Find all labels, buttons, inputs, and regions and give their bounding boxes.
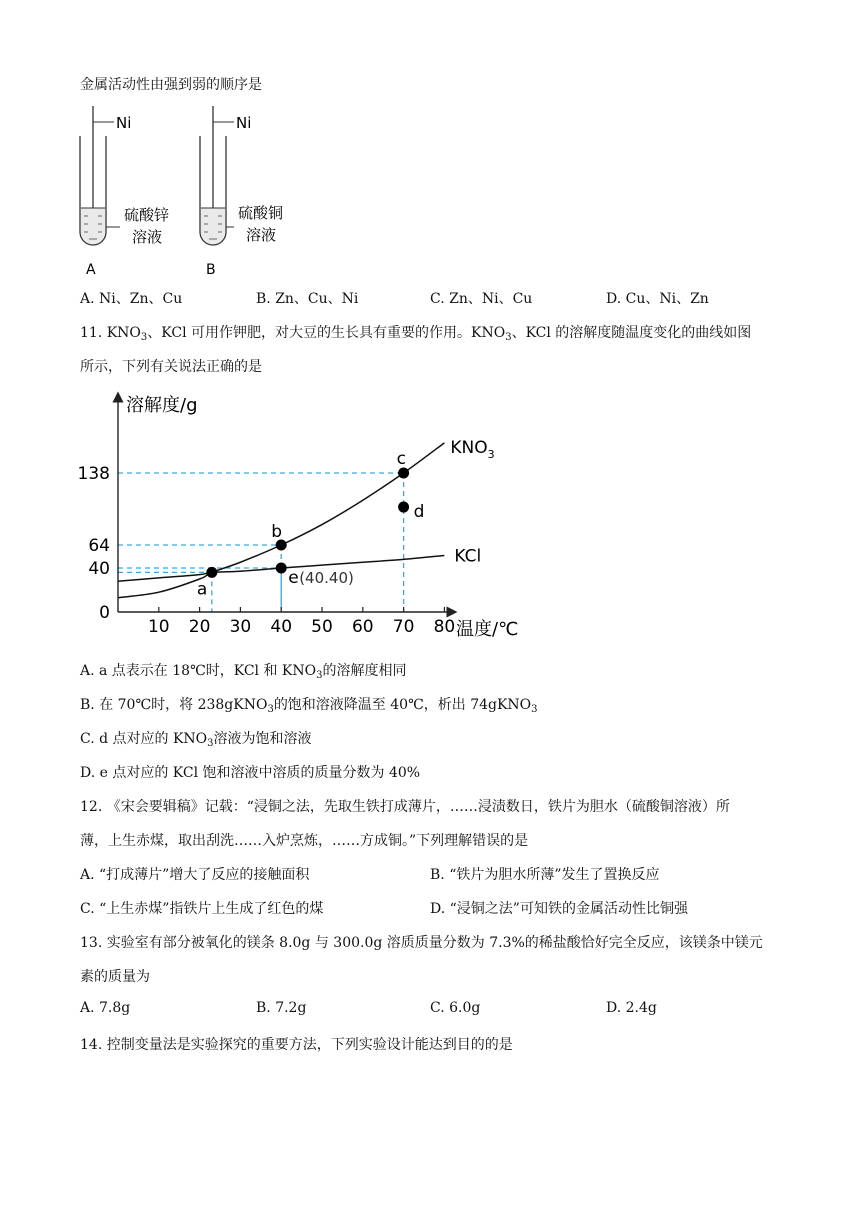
x-tick-label-60: 60 (351, 617, 374, 637)
x-axis-label: 温度/℃ (456, 619, 519, 640)
point-label-a: a (196, 579, 208, 600)
question-stem: 金属活动性由强到弱的顺序是 (80, 77, 262, 93)
point-label-d: d (413, 502, 425, 523)
y-tick-label-64: 64 (88, 536, 110, 556)
solution-label-b2: 溶液 (246, 226, 277, 244)
point-e (276, 563, 287, 574)
q13-option-a[interactable]: A. 7.8g (80, 1000, 131, 1016)
test-tube-diagram (74, 104, 334, 284)
x-tick-label-20: 20 (188, 617, 211, 637)
tube-label-a: A (86, 262, 96, 278)
tube-label-b: B (206, 262, 216, 278)
x-tick-label-10: 10 (147, 617, 170, 637)
point-c (398, 468, 409, 479)
x-tick-label-70: 70 (392, 617, 415, 637)
point-d (398, 502, 409, 513)
point-label-e: e (288, 568, 299, 588)
q13-option-d[interactable]: D. 2.4g (606, 1000, 657, 1016)
option-a[interactable]: A. Ni、Zn、Cu (80, 291, 183, 307)
series-label-kcl: KCl (454, 546, 482, 567)
point-label-b: b (271, 522, 282, 542)
solution-label-a2: 溶液 (132, 228, 163, 246)
q13-option-c[interactable]: C. 6.0g (430, 1000, 481, 1016)
solubility-chart (60, 385, 520, 645)
q11-stem-line1: 11. $KNO_3$、KCl 可用作钾肥，对大豆的生长具有重要的作用。$KNO_3$、KCl 的溶解度随温度变化的曲线如图 (80, 325, 752, 343)
q12-stem-line2: 薄，上生赤煤，取出刮洗……入炉烹炼，……方成铜。”下列理解错误的是 (80, 833, 529, 849)
q11-option-c[interactable]: C. d 点对应的 $KNO_3$溶液为饱和溶液 (80, 731, 312, 749)
metal-label-b: Ni (236, 114, 252, 132)
option-c[interactable]: C. Zn、Ni、Cu (430, 291, 533, 307)
y-tick-label-138: 138 (77, 464, 110, 484)
q11-stem-line2: 所示，下列有关说法正确的是 (80, 359, 262, 375)
q13-option-b[interactable]: B. 7.2g (256, 1000, 307, 1016)
test-tube-b (200, 106, 283, 278)
q13-stem-line1: 13. 实验室有部分被氧化的镁条 8.0g 与 300.0g 溶质质量分数为 7.3%的稀盐酸恰好完全反应，该镁条中镁元 (80, 935, 763, 951)
q12-option-a[interactable]: A. “打成薄片”增大了反应的接触面积 (80, 867, 310, 883)
y-tick-label-40: 40 (88, 559, 110, 579)
x-tick-label-40: 40 (270, 617, 293, 637)
option-b[interactable]: B. Zn、Cu、Ni (256, 291, 359, 307)
metal-label-a: Ni (116, 114, 132, 132)
series-label-kno3: $KNO_3$ (450, 437, 495, 461)
point-a (206, 567, 217, 578)
q12-option-b[interactable]: B. “铁片为胆水所薄”发生了置换反应 (430, 867, 660, 883)
q11-option-b[interactable]: B. 在 70℃时，将 238gKNO$_3$的饱和溶液降温至 40℃，析出 74gKNO$_3$ (80, 697, 538, 715)
x-tick-label-80: 80 (433, 617, 456, 637)
solution-label-a1: 硫酸锌 (124, 206, 170, 224)
q12-option-c[interactable]: C. “上生赤煤”指铁片上生成了红色的煤 (80, 901, 324, 917)
y-axis-label: 溶解度/g (126, 395, 198, 416)
option-d[interactable]: D. Cu、Ni、Zn (606, 291, 709, 307)
q11-option-a[interactable]: A. a 点表示在 18℃时，KCl 和 $KNO_3$的溶解度相同 (80, 663, 407, 681)
q11-option-d[interactable]: D. e 点对应的 KCl 饱和溶液中溶质的质量分数为 40% (80, 765, 421, 781)
test-tube-a (80, 106, 169, 278)
y-tick-label-0: 0 (99, 603, 110, 623)
q13-stem-line2: 素的质量为 (80, 969, 150, 985)
point-annotation-e: (40.40) (299, 569, 354, 587)
point-label-c: c (396, 449, 406, 469)
q14-stem-line1: 14. 控制变量法是实验探究的重要方法，下列实验设计能达到目的的是 (80, 1037, 513, 1053)
x-tick-label-30: 30 (229, 617, 252, 637)
x-tick-label-50: 50 (311, 617, 333, 637)
solution-label-b1: 硫酸铜 (238, 204, 284, 222)
q12-option-d[interactable]: D. “浸铜之法”可知铁的金属活动性比铜强 (430, 901, 688, 917)
q12-stem-line1: 12. 《宋会要辑稿》记载：“浸铜之法，先取生铁打成薄片，……浸渍数日，铁片为胆水（硫酸铜溶液）所 (80, 799, 730, 815)
